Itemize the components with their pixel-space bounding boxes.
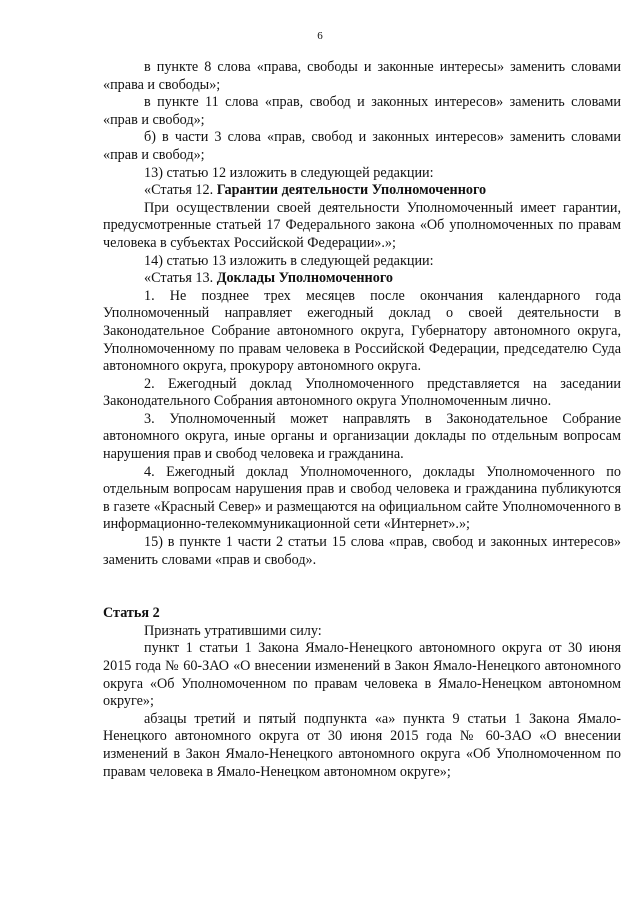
article13-point-3: 3. Уполномоченный может направлять в Законодательное Собрание автономного округа, иные органы и организации доклады по отдельным вопросам нарушения прав и свобод человека и гражданина. bbox=[103, 410, 621, 463]
spacer bbox=[103, 569, 621, 587]
article12-prefix: «Статья 12. bbox=[144, 182, 217, 199]
article13-point-2: 2. Ежегодный доклад Уполномоченного представляется на заседании Законодательного Собрания автономного округа Уполномоченным лично. bbox=[103, 375, 621, 410]
document-body bbox=[103, 59, 621, 781]
article12-heading bbox=[103, 182, 621, 200]
article13-heading bbox=[103, 270, 621, 288]
page-number: 6 bbox=[317, 30, 323, 42]
article13-point-4: 4. Ежегодный доклад Уполномоченного, доклады Уполномоченного по отдельным вопросам нарушения прав и свобод человека и гражданина публикуются в газете «Красный Север» и размещаются на официальном сайте Уполномоченного в информационно-телекоммуникационной сети «Интернет».»; bbox=[103, 463, 621, 533]
article13-prefix: «Статья 13. bbox=[144, 270, 217, 287]
article12-title: Гарантии деятельности Уполномоченного bbox=[216, 182, 487, 199]
article2-intro: Признать утратившими силу: bbox=[144, 622, 322, 639]
article13-title: Доклады Уполномоченного bbox=[216, 270, 393, 287]
paragraph-item13: 13) статью 12 изложить в следующей редакции: bbox=[144, 164, 434, 181]
article13-point-1: 1. Не позднее трех месяцев после окончания календарного года Уполномоченный направляет ежегодный доклад о своей деятельности в Законодательное Собрание автономного округа, Губернатору автономного округа, Уполномоченному по правам человека в Российской Федерации, председателю Суда автономного округа, прокурору автономного округа. bbox=[103, 287, 621, 375]
paragraph-part3: б) в части 3 слова «прав, свобод и законных интересов» заменить словами «прав и свобод»; bbox=[103, 129, 621, 163]
article12-body: При осуществлении своей деятельности Уполномоченный имеет гарантии, предусмотренные статьей 17 Федерального закона «Об уполномоченных по правам человека в субъектах Российской Федерации».»; bbox=[103, 199, 621, 251]
article2-title: Статья 2 bbox=[103, 605, 160, 622]
article2-item-2: абзацы третий и пятый подпункта «а» пункта 9 статьи 1 Закона Ямало-Ненецкого автономного округа от 30 июня 2015 года № 60-ЗАО «О внесении изменений в Закон Ямало-Ненецкого автономного округа «Об Уполномоченном по правам человека в Ямало-Ненецком автономном округе»; bbox=[103, 710, 621, 780]
spacer bbox=[103, 587, 621, 605]
paragraph-item15: 15) в пункте 1 части 2 статьи 15 слова «прав, свобод и законных интересов» заменить словами «прав и свобод». bbox=[103, 534, 621, 568]
paragraph-item8: в пункте 8 слова «права, свободы и законные интересы» заменить словами «права и свободы»; bbox=[103, 59, 621, 93]
article2-item-1: пункт 1 статьи 1 Закона Ямало-Ненецкого автономного округа от 30 июня 2015 года № 60-ЗАО «О внесении изменений в Закон Ямало-Ненецкого автономного округа «Об Уполномоченном по правам человека в Ямало-Ненецком автономном округе»; bbox=[103, 640, 621, 710]
paragraph-item11: в пункте 11 слова «прав, свобод и законных интересов» заменить словами «прав и свобод»; bbox=[103, 94, 621, 128]
paragraph-item14: 14) статью 13 изложить в следующей редакции: bbox=[144, 252, 434, 269]
